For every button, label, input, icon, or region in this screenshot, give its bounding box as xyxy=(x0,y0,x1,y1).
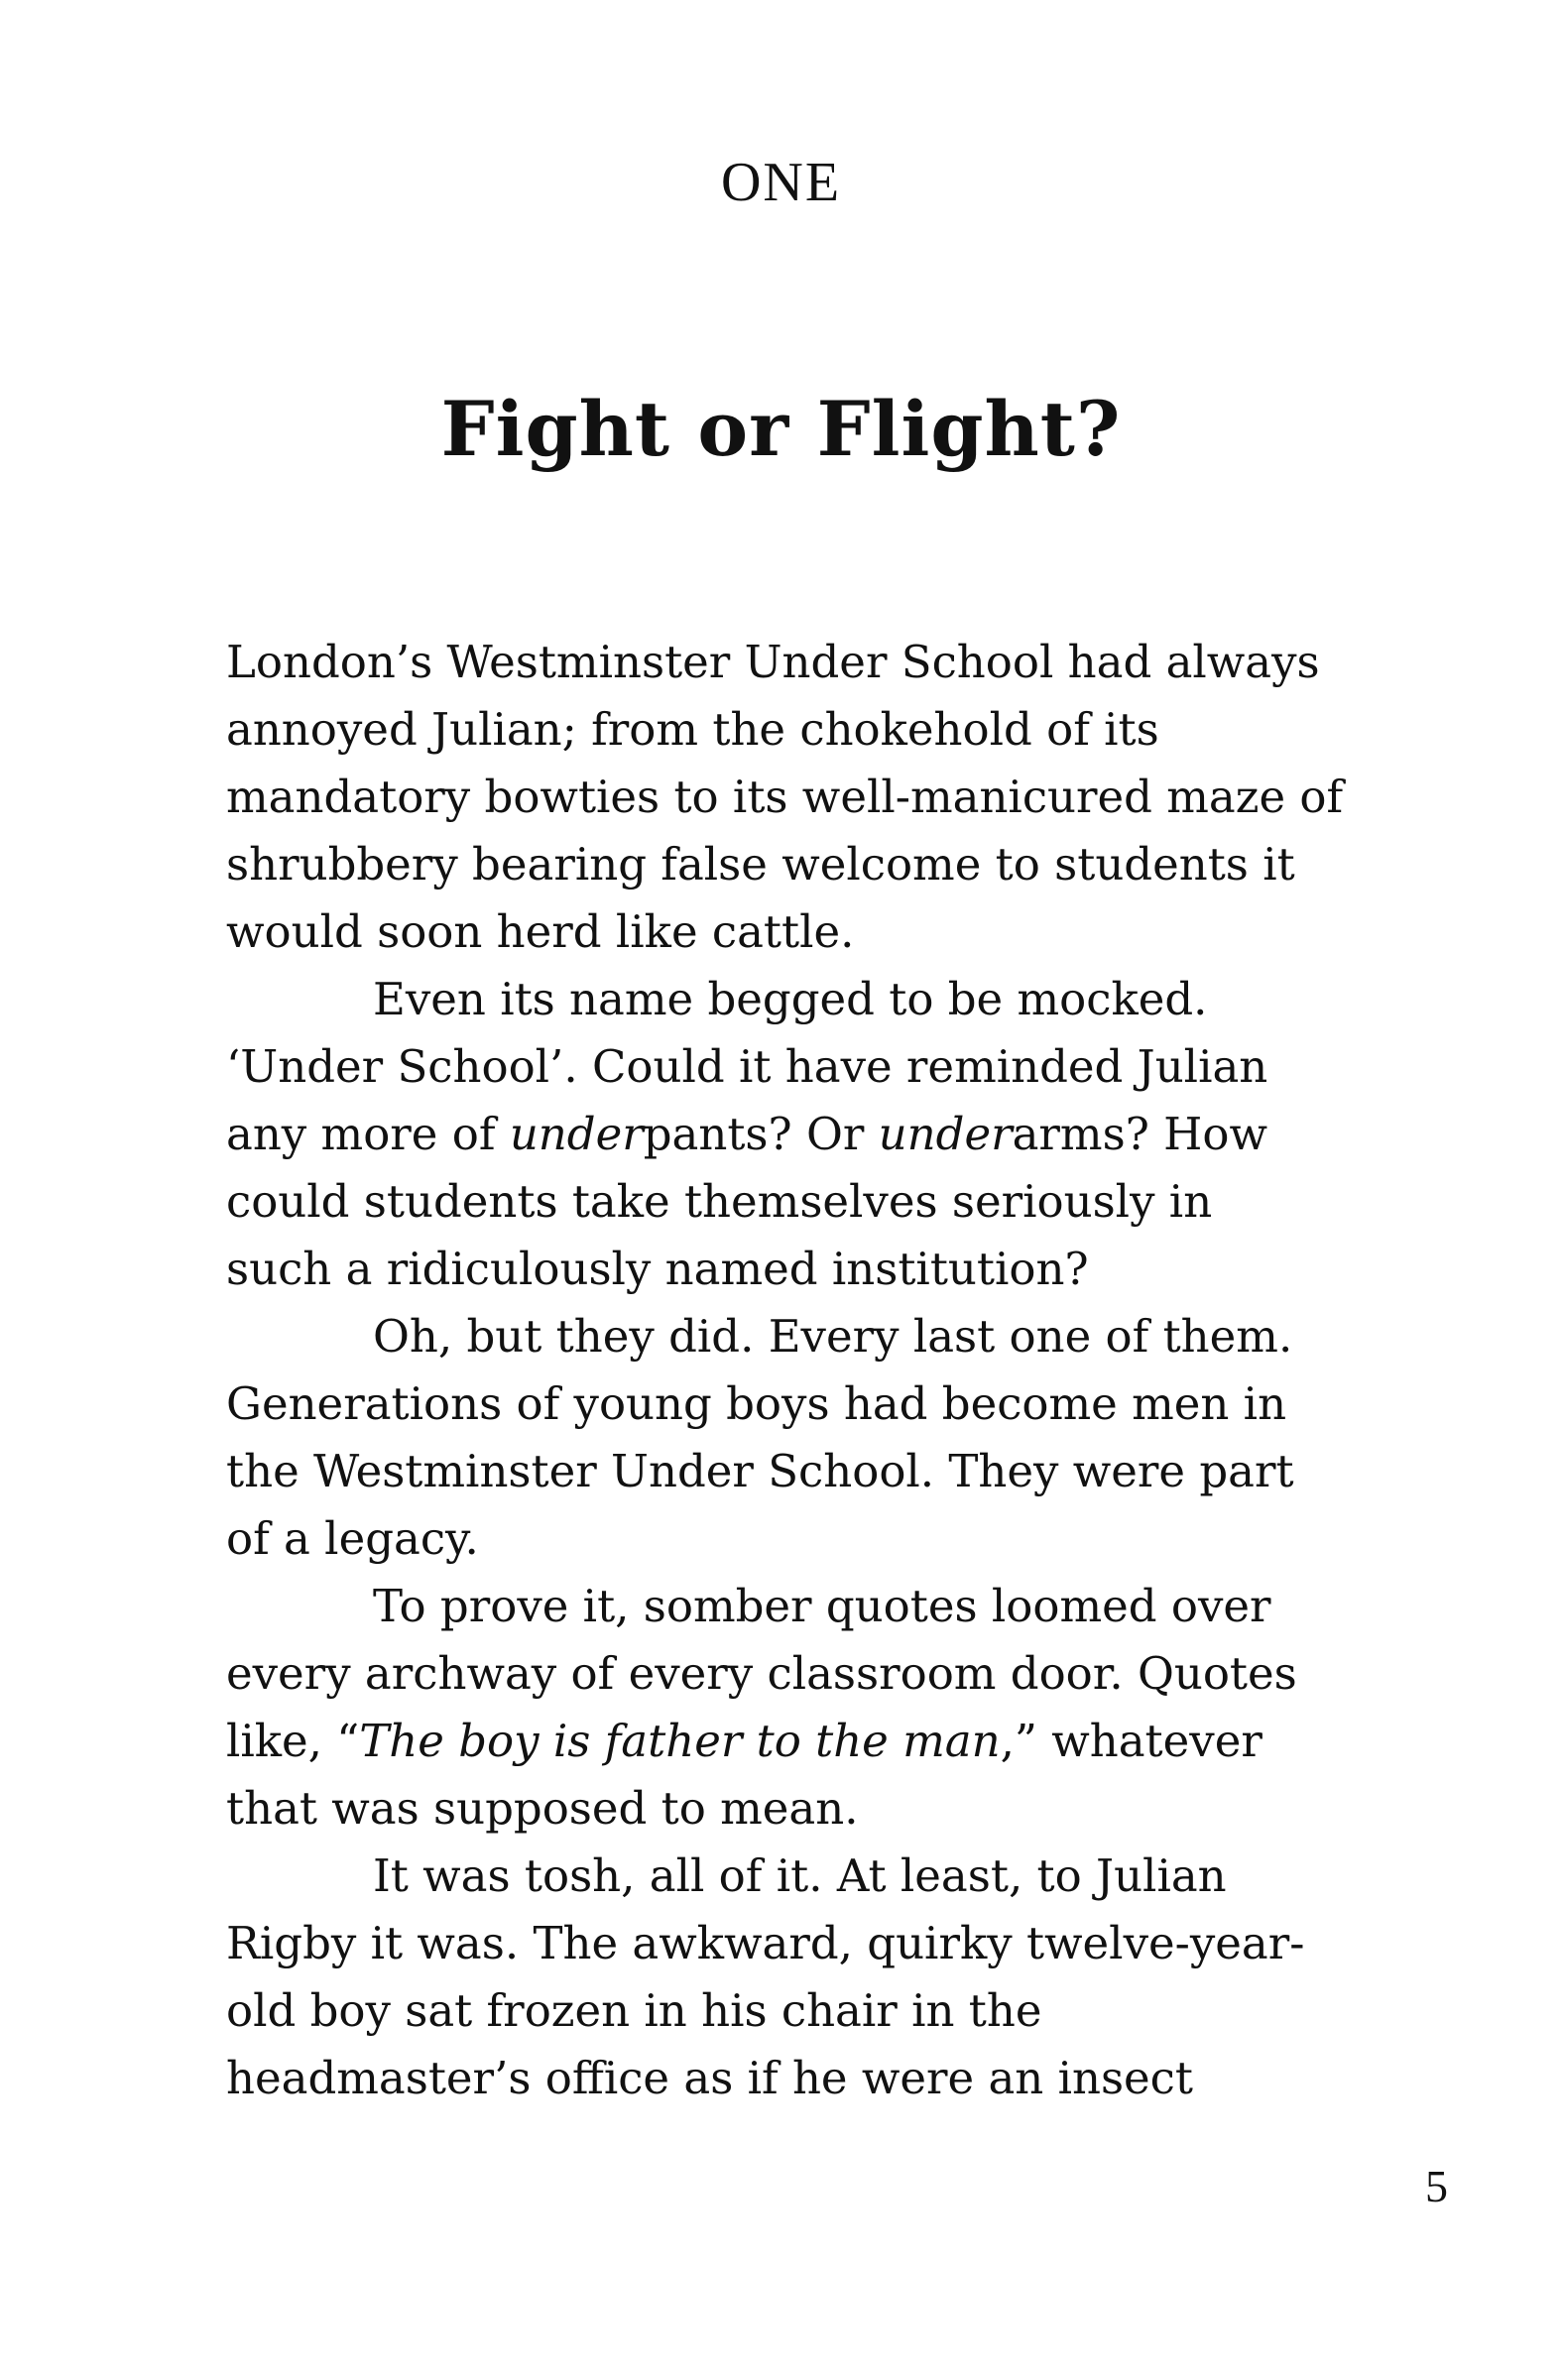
text-line: of a legacy. xyxy=(226,1512,479,1565)
text-segment: like, “ xyxy=(226,1715,360,1767)
text-line: Oh, but they did. Every last one of them. xyxy=(373,1310,1293,1363)
text-line: To prove it, somber quotes loomed over xyxy=(373,1580,1271,1632)
chapter-title: Fight or Flight? xyxy=(440,385,1122,473)
text-line: such a ridiculously named institution? xyxy=(226,1243,1089,1295)
text-line: old boy sat frozen in his chair in the xyxy=(226,1984,1042,2037)
text-line-with-emphasis xyxy=(226,1708,1436,1775)
text-line: It was tosh, all of it. At least, to Julian xyxy=(373,1849,1227,1902)
emphasized-quote: The boy is father to the man xyxy=(359,1715,1001,1767)
text-segment: pants? Or xyxy=(643,1108,879,1160)
text-segment: arms? How xyxy=(1012,1108,1267,1160)
paragraph-2 xyxy=(226,966,1436,1303)
paragraph-4 xyxy=(226,1573,1436,1843)
text-line-with-emphasis xyxy=(226,1101,1436,1168)
text-line: mandatory bowties to its well-manicured maze of xyxy=(226,771,1344,823)
emphasized-text: under xyxy=(509,1108,644,1160)
page-number: 5 xyxy=(1425,2161,1448,2211)
text-line: every archway of every classroom door. Quotes xyxy=(226,1647,1297,1700)
text-line: could students take themselves seriously in xyxy=(226,1175,1213,1228)
chapter-number: ONE xyxy=(720,152,842,213)
text-segment: any more of xyxy=(226,1108,510,1160)
text-line: that was supposed to mean. xyxy=(226,1782,859,1835)
text-line: Generations of young boys had become men in xyxy=(226,1377,1287,1430)
text-line: would soon herd like cattle. xyxy=(226,905,855,958)
text-line: Even its name begged to be mocked. xyxy=(373,973,1208,1025)
paragraph-3 xyxy=(226,1303,1436,1573)
text-line: London’s Westminster Under School had always xyxy=(226,636,1320,688)
text-line: headmaster’s office as if he were an insect xyxy=(226,2052,1193,2104)
text-line: Rigby it was. The awkward, quirky twelve-year- xyxy=(226,1917,1305,1969)
body-text xyxy=(226,629,1436,2112)
paragraph-1 xyxy=(226,629,1436,966)
text-line: the Westminster Under School. They were part xyxy=(226,1445,1294,1497)
emphasized-text: under xyxy=(878,1108,1013,1160)
text-line: ‘Under School’. Could it have reminded Julian xyxy=(226,1040,1268,1093)
text-line: annoyed Julian; from the chokehold of its xyxy=(226,703,1159,756)
paragraph-5 xyxy=(226,1843,1436,2112)
text-line: shrubbery bearing false welcome to students it xyxy=(226,838,1295,891)
text-segment: ,” whatever xyxy=(1000,1715,1262,1767)
